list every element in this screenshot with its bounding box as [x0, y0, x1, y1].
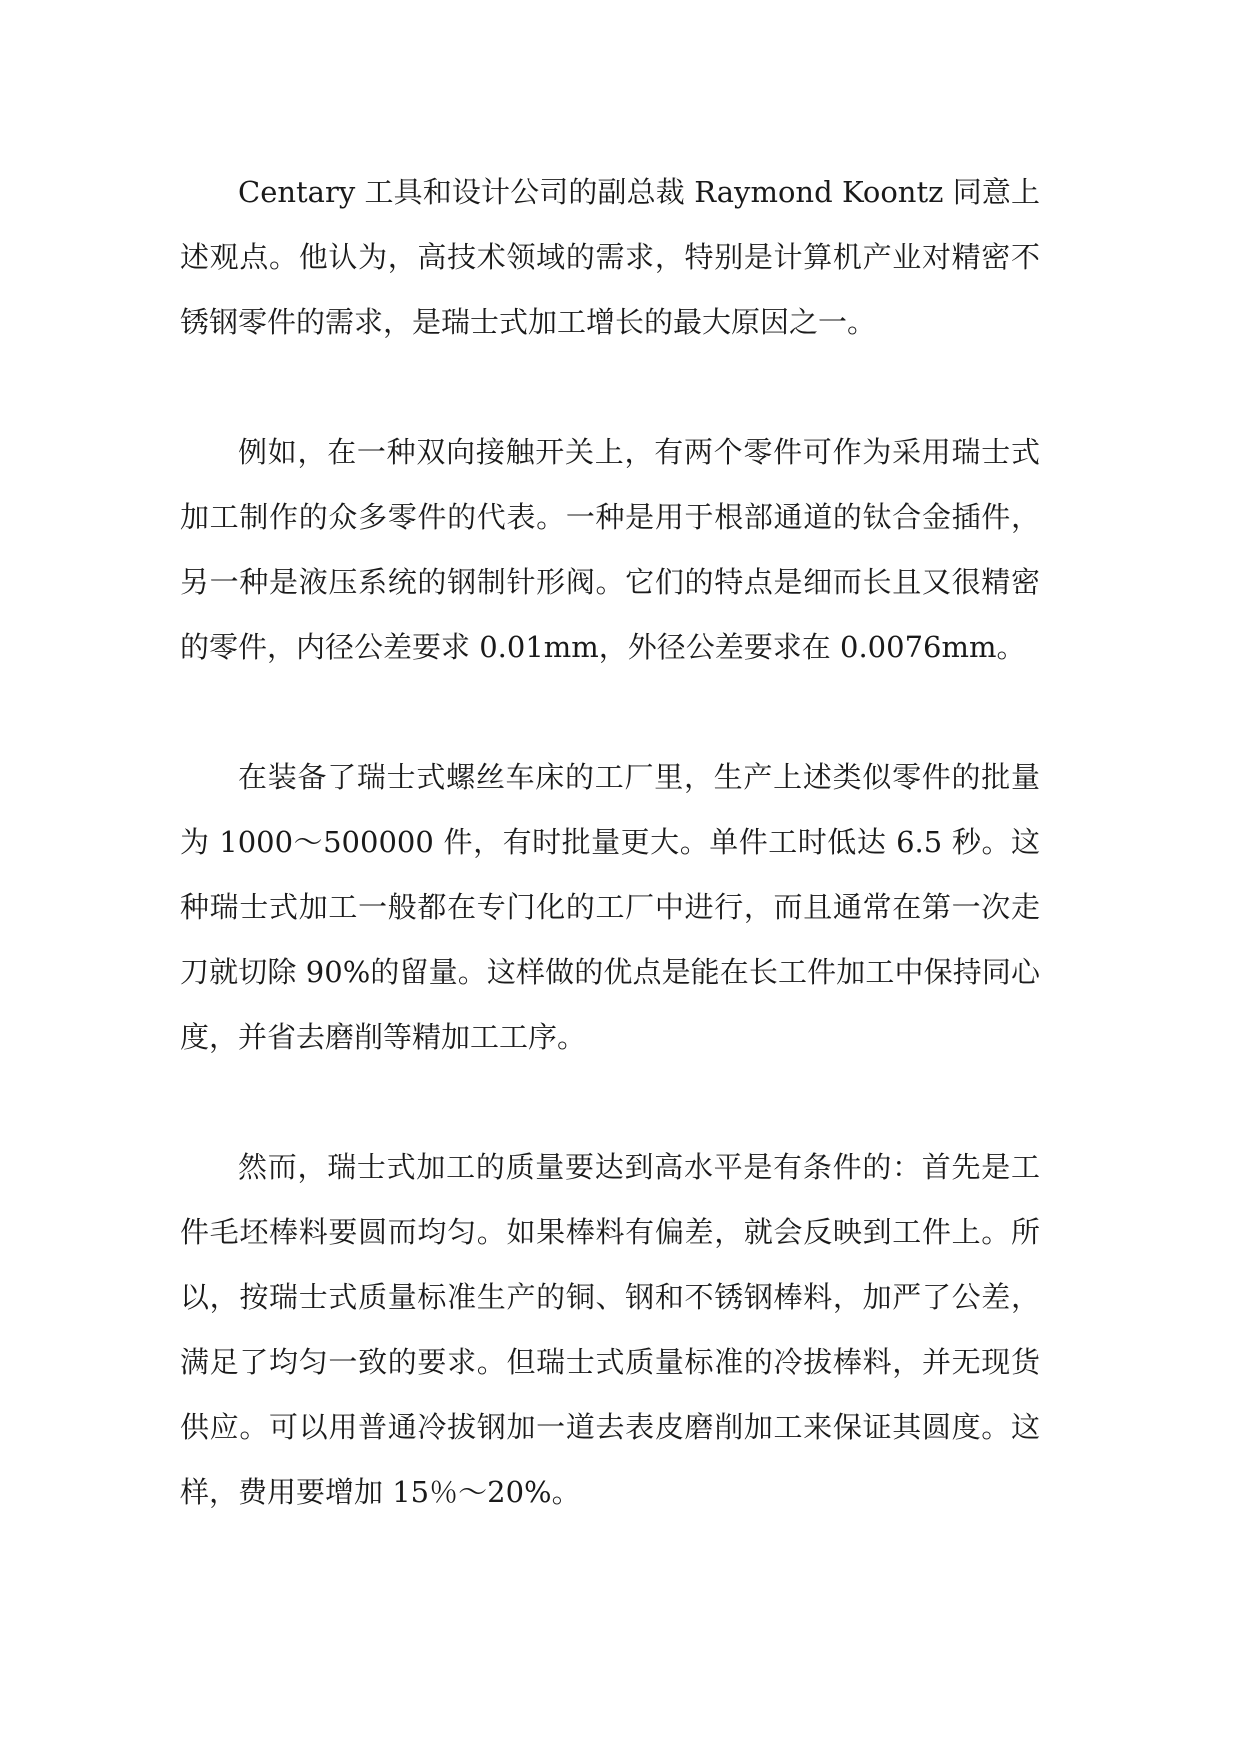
paragraph-1: Centary 工具和设计公司的副总裁 Raymond Koontz 同意上述观点。他认为，高技术领域的需求，特别是计算机产业对精密不锈钢零件的需求，是瑞士式加工增长的最大原因之一。: [180, 175, 1040, 339]
paragraph-3: 在装备了瑞士式螺丝车床的工厂里，生产上述类似零件的批量为 1000～500000 件，有时批量更大。单件工时低达 6.5 秒。这种瑞士式加工一般都在专门化的工厂中进行，而且通常在第一次走刀就切除 90%的留量。这样做的优点是能在长工件加工中保持同心度，并省去磨削等精加工工序。: [180, 760, 1040, 1054]
paragraph-2: 例如，在一种双向接触开关上，有两个零件可作为采用瑞士式加工制作的众多零件的代表。一种是用于根部通道的钛合金插件，另一种是液压系统的钢制针形阀。它们的特点是细而长且又很精密的零件，内径公差要求 0.01mm，外径公差要求在 0.0076mm。: [180, 435, 1040, 664]
document-body: [180, 160, 1040, 1525]
paragraph-4: 然而，瑞士式加工的质量要达到高水平是有条件的：首先是工件毛坯棒料要圆而均匀。如果棒料有偏差，就会反映到工件上。所以，按瑞士式质量标准生产的铜、钢和不锈钢棒料，加严了公差，满足了均匀一致的要求。但瑞士式质量标准的冷拔棒料，并无现货供应。可以用普通冷拔钢加一道去表皮磨削加工来保证其圆度。这样，费用要增加 15％～20%。: [180, 1150, 1040, 1509]
